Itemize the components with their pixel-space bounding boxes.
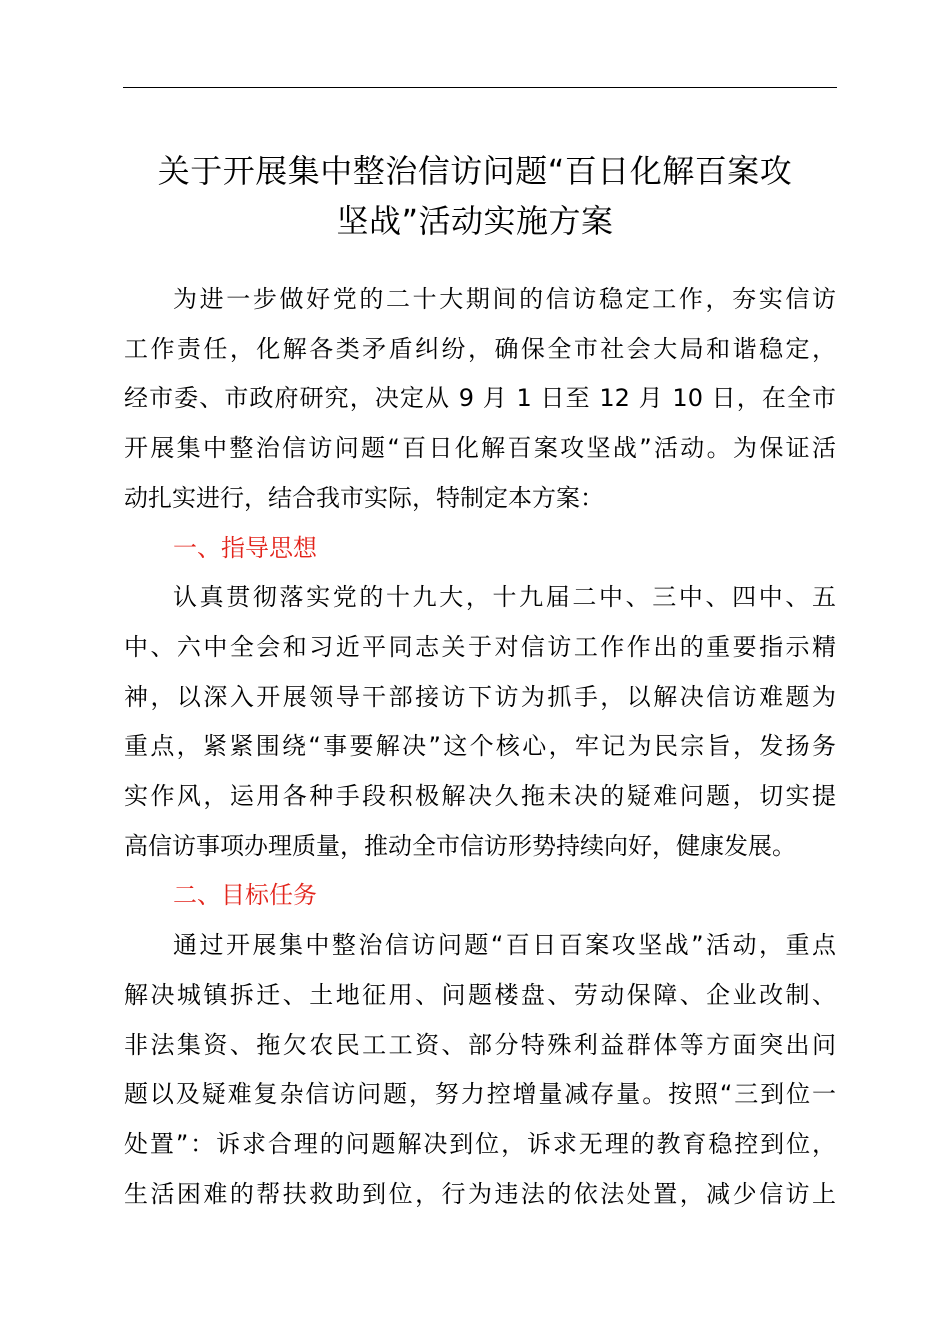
header-rule <box>123 87 837 88</box>
intro-line: 动扎实进行，结合我市实际，特制定本方案： <box>124 483 604 512</box>
guiding-ideology-paragraph <box>124 573 836 871</box>
title-line-1: 关于开展集中整治信访问题“百日化解百案攻 <box>157 152 793 190</box>
paragraph-line: 实作风，运用各种手段积极解决久拖未决的疑难问题，切实提 <box>124 782 836 811</box>
title-line-2: 坚战”活动实施方案 <box>336 202 614 240</box>
intro-line: 工作责任，化解各类矛盾纠纷，确保全市社会大局和谐稳定， <box>124 334 836 363</box>
section-heading-objectives: 二、目标任务 <box>173 881 317 910</box>
paragraph-line: 重点，紧紧围绕“事要解决”这个核心，牢记为民宗旨，发扬务 <box>124 732 836 761</box>
document-title <box>80 146 870 246</box>
intro-line: 为进一步做好党的二十大期间的信访稳定工作，夯实信访 <box>173 285 836 313</box>
paragraph-line: 非法集资、拖欠农民工工资、部分特殊利益群体等方面突出问 <box>124 1030 836 1059</box>
paragraph-line: 生活困难的帮扶救助到位，行为违法的依法处置，减少信访上 <box>124 1179 836 1208</box>
paragraph-line: 高信访事项办理质量，推动全市信访形势持续向好，健康发展。 <box>124 831 796 860</box>
paragraph-line: 认真贯彻落实党的十九大，十九届二中、三中、四中、五 <box>173 583 836 612</box>
paragraph-line: 处置”：诉求合理的问题解决到位，诉求无理的教育稳控到位， <box>124 1129 836 1158</box>
objectives-paragraph <box>124 921 836 1219</box>
intro-line: 开展集中整治信访问题“百日化解百案攻坚战”活动。为保证活 <box>124 434 836 463</box>
intro-paragraph <box>124 275 836 524</box>
paragraph-line: 解决城镇拆迁、土地征用、问题楼盘、劳动保障、企业改制、 <box>124 980 836 1009</box>
document-body <box>124 275 836 1219</box>
paragraph-line: 通过开展集中整治信访问题“百日百案攻坚战”活动，重点 <box>173 931 836 960</box>
paragraph-line: 神，以深入开展领导干部接访下访为抓手，以解决信访难题为 <box>124 682 836 711</box>
paragraph-line: 中、六中全会和习近平同志关于对信访工作作出的重要指示精 <box>124 632 836 661</box>
intro-line: 经市委、市政府研究，决定从 9 月 1 日至 12 月 10 日，在全市 <box>124 384 836 413</box>
paragraph-line: 题以及疑难复杂信访问题，努力控增量减存量。按照“三到位一 <box>124 1080 836 1109</box>
section-heading-guiding-ideology: 一、指导思想 <box>173 533 317 562</box>
